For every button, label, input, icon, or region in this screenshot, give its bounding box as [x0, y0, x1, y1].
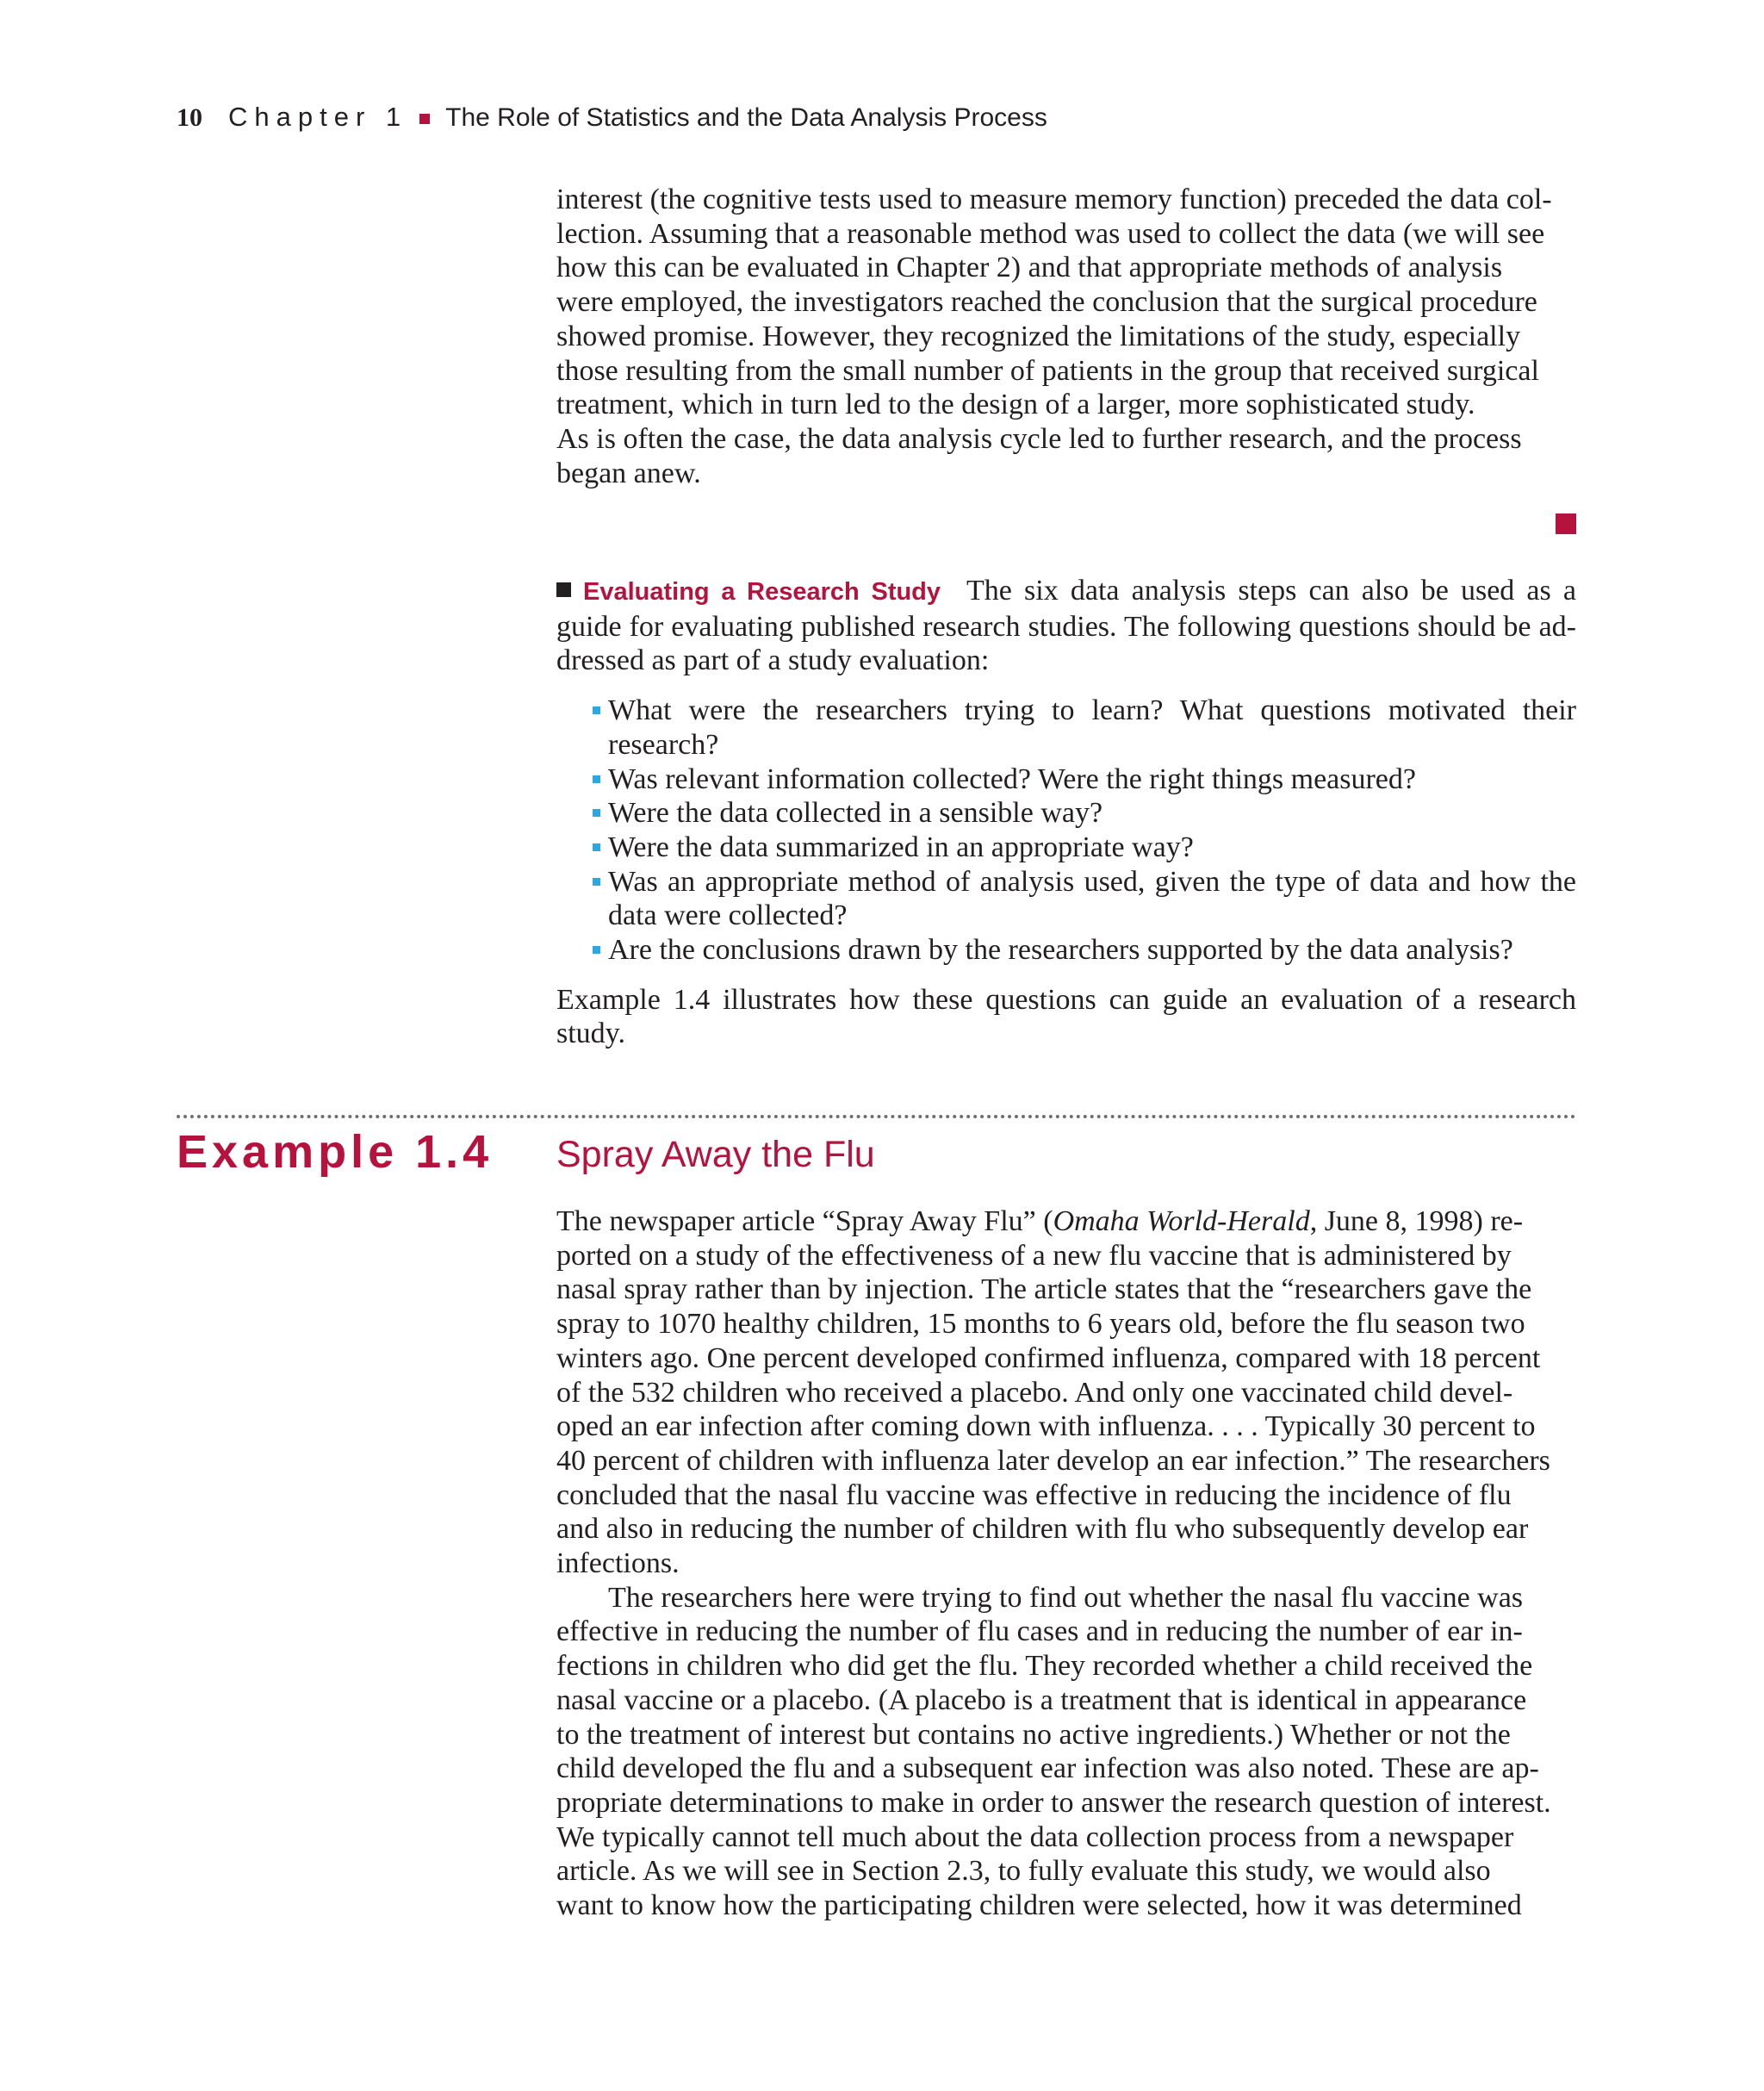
bullet-icon — [593, 946, 600, 954]
example-line-end: , June 8, 1998) re- — [1309, 1205, 1524, 1237]
example-line: fections in children who did get the flu. They recorded whether a child received the — [556, 1650, 1533, 1683]
section-heading: Evaluating a Research Study — [583, 578, 941, 606]
example-body — [556, 1204, 1576, 1923]
question-text: Were the data collected in a sensible way? — [608, 797, 1103, 830]
example-line: infections. — [556, 1547, 680, 1580]
running-header — [177, 102, 1047, 140]
page-number: 10 — [177, 103, 202, 132]
bullet-icon — [593, 809, 600, 817]
chapter-title: The Role of Statistics and the Data Analysis Process — [445, 103, 1047, 132]
question-text: Were the data summarized in an appropriate way? — [608, 831, 1194, 863]
list-item — [556, 933, 1576, 968]
bullet-icon — [593, 843, 600, 851]
dotted-divider — [177, 1115, 1576, 1118]
section-square-icon — [556, 582, 571, 597]
example-line: of the 532 children who received a placebo. And only one vaccinated child devel- — [556, 1376, 1513, 1409]
section-closing-text: Example 1.4 illustrates how these questions can guide an evaluation of a research study. — [556, 983, 1576, 1050]
list-item — [556, 762, 1576, 797]
evaluation-question-list — [556, 694, 1576, 968]
intro-line: showed promise. However, they recognized the limitations of the study, especially — [556, 320, 1521, 352]
example-line: want to know how the participating children were selected, how it was determined — [556, 1889, 1522, 1922]
example-line: child developed the flu and a subsequent ear infection was also noted. These are ap- — [556, 1752, 1539, 1785]
section-intro-text: The six data analysis steps can also be used as a guide for evaluating published research studies. The following questions should be ad-dressed as part of a study evaluation: — [556, 575, 1576, 677]
chapter-label: Chapter 1 — [228, 102, 408, 132]
example-line: We typically cannot tell much about the data collection process from a newspaper — [556, 1820, 1514, 1853]
bullet-icon — [593, 878, 600, 886]
intro-paragraph — [556, 183, 1576, 490]
example-line: nasal spray rather than by injection. The article states that the “researchers gave the — [556, 1273, 1532, 1306]
example-line: concluded that the nasal flu vaccine was effective in reducing the incidence of flu — [556, 1478, 1512, 1511]
intro-line: lection. Assuming that a reasonable method was used to collect the data (we will see — [556, 217, 1545, 250]
question-text: What were the researchers trying to learn? What questions motivated their research? — [608, 694, 1576, 761]
header-square-icon — [419, 114, 430, 124]
example-line: effective in reducing the number of flu cases and in reducing the number of ear in- — [556, 1615, 1523, 1648]
list-item — [556, 865, 1576, 933]
list-item — [556, 831, 1576, 865]
example-line: nasal vaccine or a placebo. (A placebo is a treatment that is identical in appearance — [556, 1683, 1527, 1716]
list-item — [556, 694, 1576, 762]
bullet-icon — [593, 706, 600, 714]
example-line: and also in reducing the number of children with flu who subsequently develop ear — [556, 1513, 1529, 1546]
question-text: Was an appropriate method of analysis used, given the type of data and how the data were collected? — [608, 865, 1576, 932]
example-line: spray to 1070 healthy children, 15 months to 6 years old, before the flu season two — [556, 1308, 1525, 1341]
intro-line: interest (the cognitive tests used to measure memory function) preceded the data col- — [556, 184, 1552, 215]
evaluating-section — [556, 574, 1576, 1051]
example-line: The researchers here were trying to find out whether the nasal flu vaccine was — [608, 1581, 1524, 1614]
intro-line: those resulting from the small number of patients in the group that received surgical — [556, 354, 1539, 387]
example-line: winters ago. One percent developed confirmed influenza, compared with 18 percent — [556, 1341, 1541, 1374]
example-line: propriate determinations to make in order to answer the research question of interest. — [556, 1786, 1551, 1819]
example-line: article. As we will see in Section 2.3, to fully evaluate this study, we would also — [556, 1855, 1491, 1888]
newspaper-name: Omaha World-Herald — [1053, 1205, 1310, 1237]
end-of-example-square-icon — [1556, 513, 1576, 534]
example-line-start: The newspaper article “Spray Away Flu” ( — [556, 1205, 1053, 1237]
intro-line: As is often the case, the data analysis cycle led to further research, and the process — [556, 422, 1522, 455]
example-line: ported on a study of the effectiveness of a new flu vaccine that is administered by — [556, 1239, 1512, 1272]
question-text: Are the conclusions drawn by the researchers supported by the data analysis? — [608, 934, 1513, 967]
intro-line: how this can be evaluated in Chapter 2) and that appropriate methods of analysis — [556, 252, 1503, 284]
list-item — [556, 796, 1576, 831]
bullet-icon — [593, 775, 600, 783]
intro-line: treatment, which in turn led to the design of a larger, more sophisticated study. — [556, 389, 1475, 421]
intro-line: began anew. — [556, 457, 701, 489]
intro-line: were employed, the investigators reached the conclusion that the surgical procedure — [556, 286, 1537, 319]
example-label: Example 1.4 — [177, 1126, 494, 1178]
section-intro-paragraph — [556, 574, 1576, 678]
example-title: Spray Away the Flu — [556, 1134, 875, 1175]
example-line — [556, 1204, 1576, 1239]
example-line: to the treatment of interest but contains no active ingredients.) Whether or not the — [556, 1718, 1511, 1751]
question-text: Was relevant information collected? Were the right things measured? — [608, 762, 1416, 795]
example-line: 40 percent of children with influenza later develop an ear infection.” The researchers — [556, 1444, 1550, 1477]
example-line: oped an ear infection after coming down with influenza. . . . Typically 30 percent to — [556, 1410, 1536, 1443]
